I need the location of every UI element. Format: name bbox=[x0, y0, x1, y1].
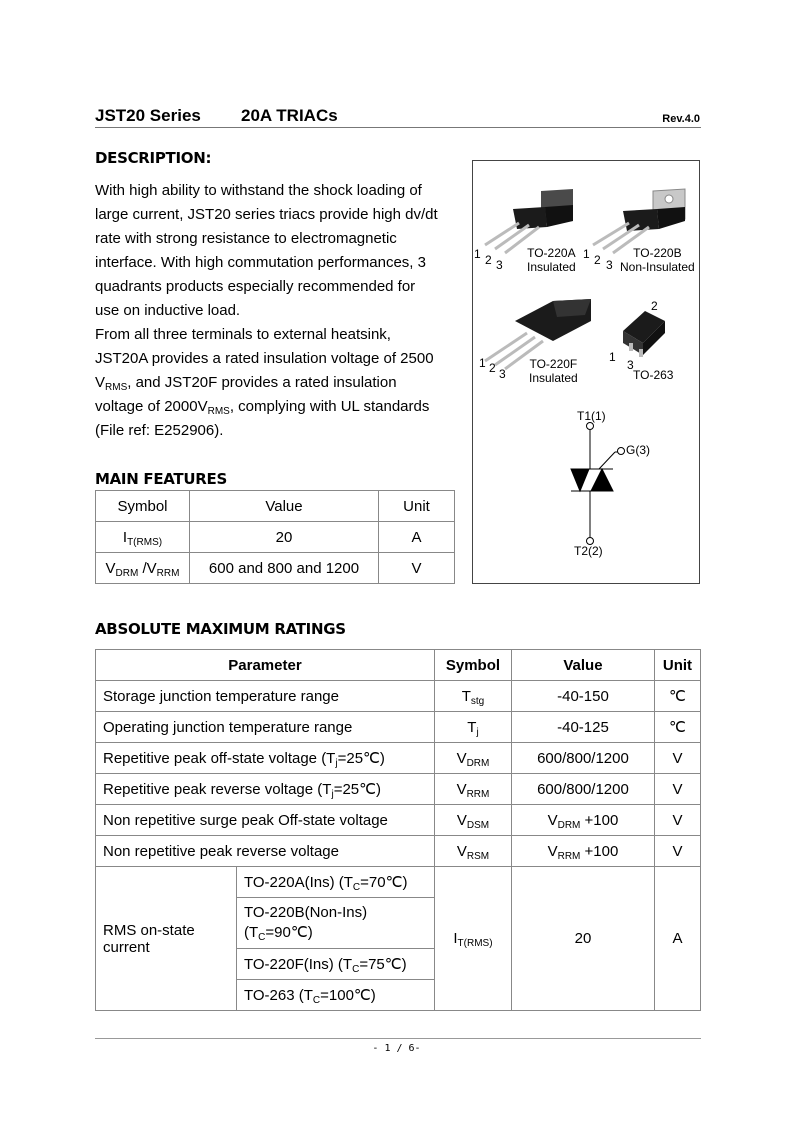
to220b-package-image bbox=[593, 189, 685, 253]
description-line: rate with strong resistance to electromagnetic bbox=[95, 230, 397, 247]
symbol-cell: $T_{stg}$ bbox=[434, 681, 511, 712]
description-heading: DESCRIPTION: bbox=[95, 149, 212, 167]
unit-cell: V bbox=[654, 836, 700, 867]
pin-label: 3 bbox=[496, 258, 503, 272]
value-cell: 600/800/1200 bbox=[511, 774, 654, 805]
table-row bbox=[96, 491, 455, 522]
condition-cell: TO-263 $(T_C=100℃)$ bbox=[237, 980, 435, 1011]
pin-label: 1 bbox=[609, 350, 616, 364]
table-header-cell: Value bbox=[190, 491, 379, 522]
terminal-label-t1: T1(1) bbox=[577, 409, 606, 423]
description-line: interface. With high commutation performances, 3 bbox=[95, 254, 426, 271]
table-header-cell: Symbol bbox=[434, 650, 511, 681]
description-text bbox=[95, 179, 465, 443]
value-cell: $V_{DRM} +100$ bbox=[511, 805, 654, 836]
condition-cell: TO-220B(Non-Ins) $(T_C=90℃)$ bbox=[237, 898, 435, 949]
symbol-cell: $I_{T(RMS)}$ bbox=[434, 867, 511, 1011]
parameter-cell: Non repetitive surge peak Off-state voltage bbox=[96, 805, 435, 836]
package-label-to220b: TO-220B Non-Insulated bbox=[620, 246, 695, 274]
pin-label: 2 bbox=[489, 361, 496, 375]
value-cell: 600/800/1200 bbox=[511, 743, 654, 774]
description-line: large current, JST20 series triacs provide high dv/dt bbox=[95, 206, 438, 223]
value-cell: 600 and 800 and 1200 bbox=[190, 553, 379, 584]
table-row bbox=[96, 522, 455, 553]
table-row bbox=[96, 650, 701, 681]
pin-label: 2 bbox=[485, 253, 492, 267]
value-cell: $V_{RRM} +100$ bbox=[511, 836, 654, 867]
ratings-table bbox=[95, 649, 701, 1011]
unit-cell: V bbox=[654, 743, 700, 774]
document-title: 20A TRIACs bbox=[241, 106, 338, 125]
to263-package-image bbox=[623, 311, 665, 357]
table-row bbox=[96, 681, 701, 712]
table-row bbox=[96, 836, 701, 867]
symbol-cell: $V_{DSM}$ bbox=[434, 805, 511, 836]
unit-cell: A bbox=[379, 522, 455, 553]
table-row bbox=[96, 867, 701, 898]
footer-rule bbox=[95, 1038, 701, 1039]
pin-label: 1 bbox=[583, 247, 590, 261]
table-row bbox=[96, 805, 701, 836]
table-row bbox=[96, 712, 701, 743]
pin-label: 1 bbox=[479, 356, 486, 370]
symbol-cell: $V_{RRM}$ bbox=[434, 774, 511, 805]
terminal-label-t2: T2(2) bbox=[574, 544, 603, 558]
package-label-to220a: TO-220A Insulated bbox=[527, 246, 576, 274]
description-line: From all three terminals to external heatsink, bbox=[95, 326, 391, 343]
terminal-label-gate: G(3) bbox=[626, 443, 650, 457]
symbol-cell: $V_{DRM}$ $/V_{RRM}$ bbox=[96, 553, 190, 584]
description-line: With high ability to withstand the shock loading of bbox=[95, 182, 422, 199]
pin-label: 1 bbox=[474, 247, 481, 261]
unit-cell: V bbox=[654, 805, 700, 836]
package-label-to263: TO-263 bbox=[633, 368, 674, 382]
header-rule bbox=[95, 127, 701, 128]
table-header-cell: Symbol bbox=[96, 491, 190, 522]
unit-cell: V bbox=[654, 774, 700, 805]
pin-label: 3 bbox=[606, 258, 613, 272]
description-line: $V_{RMS}$, and JST20F provides a rated insulation bbox=[95, 374, 397, 393]
value-cell: 20 bbox=[190, 522, 379, 553]
pin-label: 2 bbox=[651, 299, 658, 313]
parameter-cell: Non repetitive peak reverse voltage bbox=[96, 836, 435, 867]
revision-label: Rev.4.0 bbox=[662, 113, 700, 125]
value-cell: -40-150 bbox=[511, 681, 654, 712]
table-row bbox=[96, 743, 701, 774]
parameter-cell: RMS on-state current bbox=[96, 867, 237, 1011]
symbol-cell: $I_{T(RMS)}$ bbox=[96, 522, 190, 553]
description-line: quadrants products especially recommended for bbox=[95, 278, 416, 295]
features-table bbox=[95, 490, 455, 584]
table-header-cell: Unit bbox=[654, 650, 700, 681]
unit-cell: V bbox=[379, 553, 455, 584]
unit-cell: A bbox=[654, 867, 700, 1011]
table-row bbox=[96, 774, 701, 805]
unit-cell: ℃ bbox=[654, 712, 700, 743]
pin-label: 2 bbox=[594, 253, 601, 267]
triac-symbol bbox=[571, 423, 625, 545]
value-cell: -40-125 bbox=[511, 712, 654, 743]
pin-label: 3 bbox=[627, 358, 634, 372]
parameter-cell: Operating junction temperature range bbox=[96, 712, 435, 743]
page-number: - 1 / 6- bbox=[372, 1043, 421, 1054]
parameter-cell: Repetitive peak reverse voltage $(T_j=25℃)$ bbox=[96, 774, 435, 805]
description-line: JST20A provides a rated insulation voltage of 2500 bbox=[95, 350, 434, 367]
package-label-to220f: TO-220F Insulated bbox=[529, 357, 578, 385]
symbol-cell: $T_j$ bbox=[434, 712, 511, 743]
package-figure bbox=[472, 160, 700, 584]
value-cell: 20 bbox=[511, 867, 654, 1011]
series-name: JST20 Series bbox=[95, 106, 201, 125]
table-header-cell: Unit bbox=[379, 491, 455, 522]
table-header-cell: Value bbox=[511, 650, 654, 681]
condition-cell: TO-220A(Ins) $(T_C=70℃)$ bbox=[237, 867, 435, 898]
description-line: use on inductive load. bbox=[95, 302, 241, 319]
parameter-cell: Repetitive peak off-state voltage $(T_j=25℃)$ bbox=[96, 743, 435, 774]
description-line: voltage of $2000V_{RMS}$, complying with UL standards bbox=[95, 398, 430, 417]
ratings-heading: ABSOLUTE MAXIMUM RATINGS bbox=[95, 620, 346, 638]
table-row bbox=[96, 553, 455, 584]
symbol-cell: $V_{DRM}$ bbox=[434, 743, 511, 774]
features-heading: MAIN FEATURES bbox=[95, 470, 227, 488]
parameter-cell: Storage junction temperature range bbox=[96, 681, 435, 712]
condition-cell: TO-220F(Ins) $(T_C=75℃)$ bbox=[237, 949, 435, 980]
description-line: (File ref: E252906). bbox=[95, 422, 224, 439]
symbol-cell: $V_{RSM}$ bbox=[434, 836, 511, 867]
pin-label: 3 bbox=[499, 367, 506, 381]
unit-cell: ℃ bbox=[654, 681, 700, 712]
to220a-package-image bbox=[485, 189, 573, 253]
table-header-cell: Parameter bbox=[96, 650, 435, 681]
